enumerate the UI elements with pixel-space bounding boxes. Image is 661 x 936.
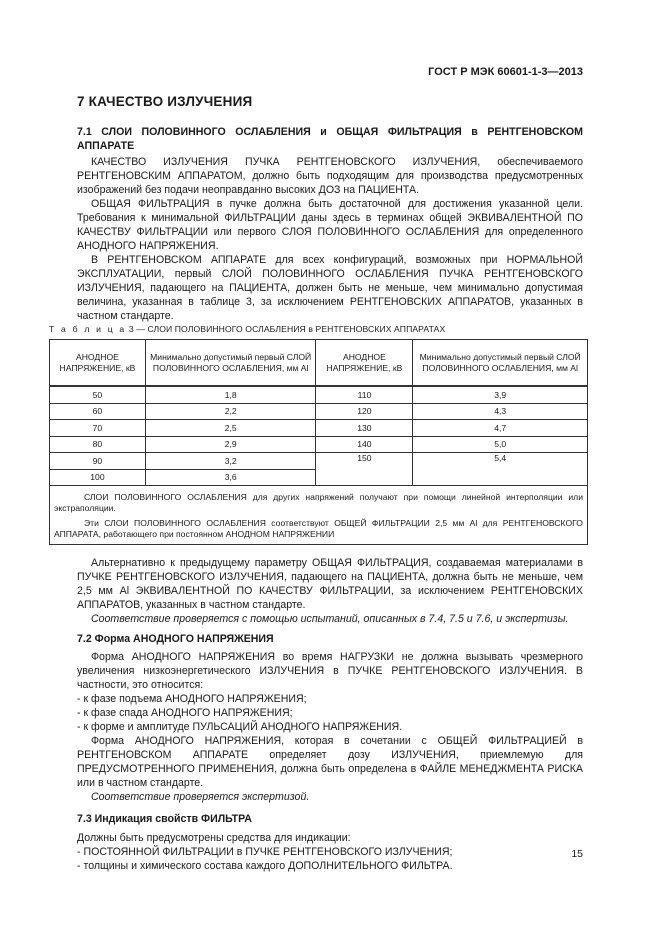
cell: 150 bbox=[316, 453, 413, 486]
cell: 140 bbox=[316, 436, 413, 453]
cell: 60 bbox=[50, 403, 146, 420]
paragraph-9: Должны быть предусмотрены средства для индикации: bbox=[77, 832, 351, 844]
cell: 70 bbox=[50, 420, 146, 437]
section-7-3-title: 7.3 Индикация свойств ФИЛЬТРА bbox=[77, 813, 252, 825]
cell: 4,7 bbox=[413, 420, 588, 437]
paragraph-2: ОБЩАЯ ФИЛЬТРАЦИЯ в пучке должна быть достаточной для достижения указанной цели. Требования к минимальной ФИЛЬТРАЦИИ даны здесь в терминах общей ЭКВИВАЛЕНТНОЙ ПО КАЧЕСТВУ ФИЛЬТРАЦИИ или первого СЛОЯ ПОЛОВИННОГО ОСЛАБЛЕНИЯ для определенного АНОДНОГО НАПРЯЖЕНИЯ. bbox=[77, 198, 583, 252]
cell: 3,2 bbox=[145, 453, 316, 470]
list-item: - ПОСТОЯННОЙ ФИЛЬТРАЦИИ в ПУЧКЕ РЕНТГЕНОВСКОГО ИЗЛУЧЕНИЯ; bbox=[77, 846, 453, 858]
cell: 2,2 bbox=[145, 403, 316, 420]
table-caption-prefix: Т а б л и ц а bbox=[49, 324, 127, 334]
cell: 5,0 bbox=[413, 436, 588, 453]
paragraph-3: В РЕНТГЕНОВСКОМ АППАРАТЕ для всех конфигураций, возможных при НОРМАЛЬНОЙ ЭКСПЛУАТАЦИИ, первый СЛОЙ ПОЛОВИННОГО ОСЛАБЛЕНИЯ ПУЧКА РЕНТГЕНОВСКОГО ИЗЛУЧЕНИЯ, падающего на ПАЦИЕНТА, должен быть не меньше, чем минимально допустимая величина, указанная в таблице 3, за исключением РЕНТГЕНОВСКИХ АППАРАТОВ, указанных в частном стандарте. bbox=[77, 254, 583, 322]
col-header-voltage-2: АНОДНОЕ НАПРЯЖЕНИЕ, кВ bbox=[316, 340, 413, 387]
section-7-1-title: 7.1 СЛОИ ПОЛОВИННОГО ОСЛАБЛЕНИЯ и ОБЩАЯ ФИЛЬТРАЦИЯ в РЕНТГЕНОВСКОМ АППАРАТЕ bbox=[77, 126, 583, 152]
list-7-3 bbox=[77, 845, 583, 873]
cell: 50 bbox=[50, 386, 146, 403]
list-item: - толщины и химического состава каждого ДОПОЛНИТЕЛЬНОГО ФИЛЬТРА. bbox=[77, 860, 453, 872]
col-header-hvl: Минимально допустимый первый СЛОЙ ПОЛОВИННОГО ОСЛАБЛЕНИЯ, мм Al bbox=[145, 340, 316, 387]
table-note-1: СЛОИ ПОЛОВИННОГО ОСЛАБЛЕНИЯ для других напряжений получают при помощи линейной интерполяции или экстраполяции. bbox=[54, 492, 583, 513]
cell: 90 bbox=[50, 453, 146, 470]
table-caption-text: 3 — СЛОИ ПОЛОВИННОГО ОСЛАБЛЕНИЯ в РЕНТГЕНОВСКИХ АППАРАТАХ bbox=[126, 324, 446, 334]
paragraph-5: Соответствие проверяется с помощью испытаний, описанных в 7.4, 7.5 и 7.6, и экспертизы. bbox=[91, 613, 569, 625]
paragraph-7: Форма АНОДНОГО НАПРЯЖЕНИЯ, которая в сочетании с ОБЩЕЙ ФИЛЬТРАЦИЕЙ в РЕНТГЕНОВСКОМ АППАРАТЕ определяет дозу ИЗЛУЧЕНИЯ, приемлемую для ПРЕДУСМОТРЕННОГО ПРИМЕНЕНИЯ, должна быть определена в ФАЙЛЕ МЕНЕДЖМЕНТА РИСКА или в частном стандарте. bbox=[77, 735, 583, 789]
cell: 2,5 bbox=[145, 420, 316, 437]
cell: 100 bbox=[50, 469, 146, 486]
table-3 bbox=[49, 339, 588, 545]
paragraph-4: Альтернативно к предыдущему параметру ОБЩАЯ ФИЛЬТРАЦИЯ, создаваемая материалами в ПУЧКЕ РЕНТГЕНОВСКОГО ИЗЛУЧЕНИЯ, падающего на ПАЦИЕНТА, должна быть не меньше, чем 2,5 мм Al ЭКВИВАЛЕНТНОЙ ПО КАЧЕСТВУ ФИЛЬТРАЦИИ, за исключением РЕНТГЕНОВСКИХ АППАРАТОВ, указанных в частном стандарте. bbox=[77, 557, 583, 611]
cell: 80 bbox=[50, 436, 146, 453]
table-note-2: Эти СЛОИ ПОЛОВИННОГО ОСЛАБЛЕНИЯ соответствуют ОБЩЕЙ ФИЛЬТРАЦИИ 2,5 мм Al для РЕНТГЕНОВСКОГО АППАРАТА, работающего при постоянном АНОДНОМ НАПРЯЖЕНИИ bbox=[54, 518, 583, 539]
cell: 130 bbox=[316, 420, 413, 437]
table-row bbox=[50, 386, 588, 403]
col-header-hvl-2: Минимально допустимый первый СЛОЙ ПОЛОВИННОГО ОСЛАБЛЕНИЯ, мм Al bbox=[413, 340, 588, 387]
page-number: 15 bbox=[571, 848, 583, 860]
table-notes-row bbox=[50, 486, 588, 545]
paragraph-1: КАЧЕСТВО ИЗЛУЧЕНИЯ ПУЧКА РЕНТГЕНОВСКОГО ИЗЛУЧЕНИЯ, обеспечиваемого РЕНТГЕНОВСКИМ АППАРАТОМ, должно быть подходящим для производства предусмотренных изображений без подачи неоправданно высоких ДОЗ на ПАЦИЕНТА. bbox=[77, 156, 583, 196]
table-row bbox=[50, 420, 588, 437]
cell: 3,6 bbox=[145, 469, 316, 486]
list-item: - к фазе спада АНОДНОГО НАПРЯЖЕНИЯ; bbox=[77, 707, 293, 719]
cell: 110 bbox=[316, 386, 413, 403]
list-7-2 bbox=[77, 692, 583, 734]
table-row bbox=[50, 453, 588, 470]
table-row bbox=[50, 403, 588, 420]
paragraph-6: Форма АНОДНОГО НАПРЯЖЕНИЯ во время НАГРУЗКИ не должна вызывать чрезмерного увеличения низкоэнергетического ИЗЛУЧЕНИЯ в ПУЧКЕ РЕНТГЕНОВСКОГО ИЗЛУЧЕНИЯ. В частности, это относится: bbox=[77, 651, 583, 691]
cell: 120 bbox=[316, 403, 413, 420]
list-item: - к фазе подъема АНОДНОГО НАПРЯЖЕНИЯ; bbox=[77, 693, 307, 705]
col-header-voltage: АНОДНОЕ НАПРЯЖЕНИЕ, кВ bbox=[50, 340, 146, 387]
table-caption bbox=[49, 324, 445, 334]
table-row bbox=[50, 436, 588, 453]
list-item: - к форме и амплитуде ПУЛЬСАЦИЙ АНОДНОГО НАПРЯЖЕНИЯ. bbox=[77, 721, 403, 733]
standard-header: ГОСТ Р МЭК 60601-1-3—2013 bbox=[428, 66, 583, 78]
section-7-2-title: 7.2 Форма АНОДНОГО НАПРЯЖЕНИЯ bbox=[77, 633, 274, 645]
paragraph-8: Соответствие проверяется экспертизой. bbox=[91, 791, 310, 803]
after-table-block bbox=[77, 556, 583, 873]
table-header-row bbox=[50, 340, 588, 387]
section-7-title: 7 КАЧЕСТВО ИЗЛУЧЕНИЯ bbox=[77, 94, 253, 109]
section-7-1-block bbox=[77, 125, 583, 323]
cell: 2,9 bbox=[145, 436, 316, 453]
table-notes bbox=[50, 486, 588, 545]
cell: 4,3 bbox=[413, 403, 588, 420]
cell: 3,9 bbox=[413, 386, 588, 403]
cell: 5,4 bbox=[413, 453, 588, 486]
cell: 1,8 bbox=[145, 386, 316, 403]
